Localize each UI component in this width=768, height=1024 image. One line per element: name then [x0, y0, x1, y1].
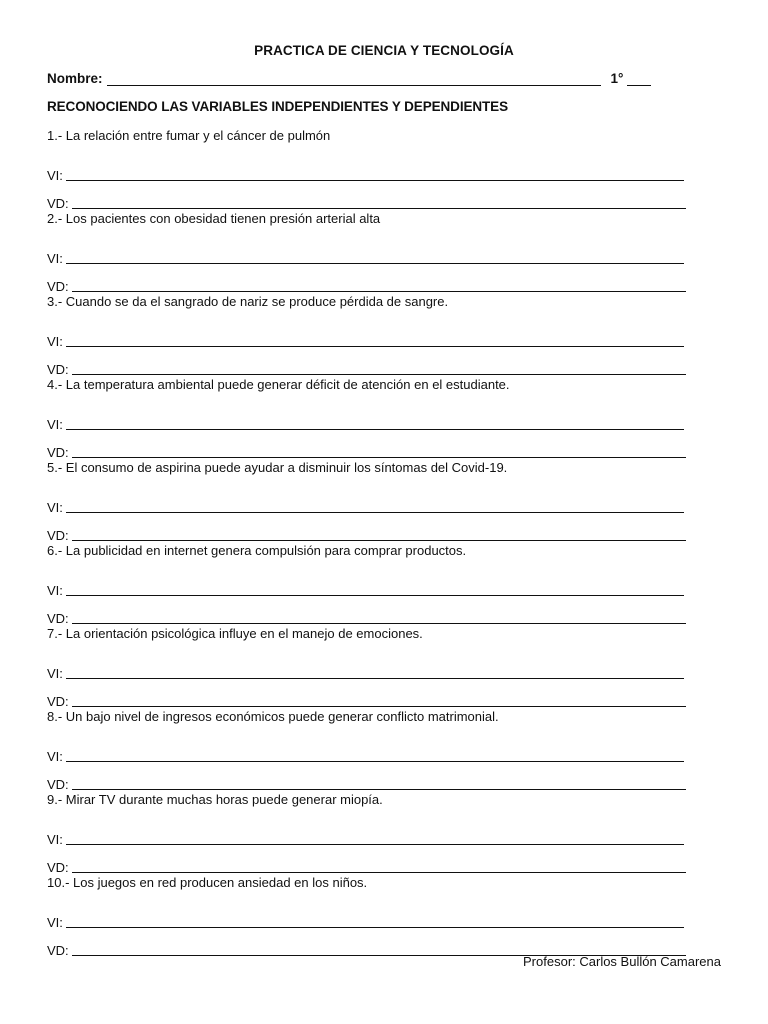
question-text: 9.- Mirar TV durante muchas horas puede generar miopía. — [47, 792, 383, 807]
vi-answer-row — [47, 488, 707, 516]
vi-answer-row — [47, 322, 707, 350]
vd-label: VD: — [47, 444, 69, 460]
worksheet-title: PRACTICA DE CIENCIA Y TECNOLOGÍA — [254, 43, 514, 58]
vi-label: VI: — [47, 915, 63, 930]
question-item — [47, 460, 707, 543]
vd-answer-row — [47, 764, 707, 792]
vi-answer-row — [47, 405, 707, 433]
name-label: Nombre: — [47, 71, 103, 86]
vd-answer-blank[interactable] — [72, 777, 686, 790]
question-item — [47, 543, 707, 626]
vi-answer-blank[interactable] — [66, 168, 684, 181]
grade-blank[interactable] — [627, 72, 651, 86]
vi-label: VI: — [47, 417, 63, 432]
vi-answer-row — [47, 654, 707, 682]
vd-answer-blank[interactable] — [72, 694, 686, 707]
question-item — [47, 211, 707, 294]
question-item — [47, 294, 707, 377]
vd-answer-blank[interactable] — [72, 528, 686, 541]
teacher-signature: Profesor: Carlos Bullón Camarena — [523, 954, 721, 969]
name-blank[interactable] — [107, 72, 601, 86]
vd-answer-blank[interactable] — [72, 611, 686, 624]
vi-answer-blank[interactable] — [66, 583, 684, 596]
vi-answer-blank[interactable] — [66, 417, 684, 430]
vd-label: VD: — [47, 361, 69, 377]
question-item — [47, 875, 707, 958]
question-item — [47, 128, 707, 211]
vd-answer-blank[interactable] — [72, 445, 686, 458]
vi-answer-blank[interactable] — [66, 334, 684, 347]
grade-label: 1° — [610, 71, 624, 86]
vi-answer-row — [47, 571, 707, 599]
vi-label: VI: — [47, 583, 63, 598]
vd-answer-blank[interactable] — [72, 860, 686, 873]
vd-label: VD: — [47, 776, 69, 792]
vi-answer-blank[interactable] — [66, 832, 684, 845]
name-row — [47, 71, 667, 86]
vi-label: VI: — [47, 168, 63, 183]
question-text: 2.- Los pacientes con obesidad tienen presión arterial alta — [47, 211, 381, 226]
question-item — [47, 709, 707, 792]
vd-answer-row — [47, 847, 707, 875]
vi-answer-row — [47, 737, 707, 765]
vi-answer-row — [47, 156, 707, 184]
vi-answer-blank[interactable] — [66, 915, 684, 928]
vi-label: VI: — [47, 749, 63, 764]
vi-answer-row — [47, 903, 707, 931]
vi-answer-blank[interactable] — [66, 749, 684, 762]
question-text: 6.- La publicidad en internet genera compulsión para comprar productos. — [47, 543, 467, 558]
vi-label: VI: — [47, 832, 63, 847]
question-item — [47, 626, 707, 709]
vd-answer-row — [47, 515, 707, 543]
question-text: 5.- El consumo de aspirina puede ayudar a disminuir los síntomas del Covid-19. — [47, 460, 508, 475]
vi-label: VI: — [47, 500, 63, 515]
vd-label: VD: — [47, 859, 69, 875]
vd-answer-blank[interactable] — [72, 196, 686, 209]
vi-answer-blank[interactable] — [66, 251, 684, 264]
vi-label: VI: — [47, 251, 63, 266]
question-item — [47, 792, 707, 875]
vi-label: VI: — [47, 334, 63, 349]
vi-answer-blank[interactable] — [66, 500, 684, 513]
vi-answer-row — [47, 820, 707, 848]
vd-answer-row — [47, 432, 707, 460]
question-text: 7.- La orientación psicológica influye en el manejo de emociones. — [47, 626, 423, 641]
worksheet-subtitle: RECONOCIENDO LAS VARIABLES INDEPENDIENTES Y DEPENDIENTES — [47, 99, 508, 114]
vd-label: VD: — [47, 527, 69, 543]
vd-answer-row — [47, 681, 707, 709]
vd-label: VD: — [47, 942, 69, 958]
question-text: 4.- La temperatura ambiental puede generar déficit de atención en el estudiante. — [47, 377, 510, 392]
vd-answer-row — [47, 266, 707, 294]
vd-label: VD: — [47, 610, 69, 626]
question-text: 8.- Un bajo nivel de ingresos económicos puede generar conflicto matrimonial. — [47, 709, 499, 724]
vi-label: VI: — [47, 666, 63, 681]
vd-answer-row — [47, 598, 707, 626]
vi-answer-blank[interactable] — [66, 666, 684, 679]
question-item — [47, 377, 707, 460]
question-text: 1.- La relación entre fumar y el cáncer de pulmón — [47, 128, 331, 143]
vd-label: VD: — [47, 278, 69, 294]
vd-label: VD: — [47, 693, 69, 709]
vd-label: VD: — [47, 195, 69, 211]
vd-answer-blank[interactable] — [72, 362, 686, 375]
vd-answer-row — [47, 183, 707, 211]
question-text: 10.- Los juegos en red producen ansiedad en los niños. — [47, 875, 368, 890]
vd-answer-blank[interactable] — [72, 279, 686, 292]
vd-answer-row — [47, 349, 707, 377]
question-list — [47, 128, 707, 958]
question-text: 3.- Cuando se da el sangrado de nariz se produce pérdida de sangre. — [47, 294, 449, 309]
vi-answer-row — [47, 239, 707, 267]
